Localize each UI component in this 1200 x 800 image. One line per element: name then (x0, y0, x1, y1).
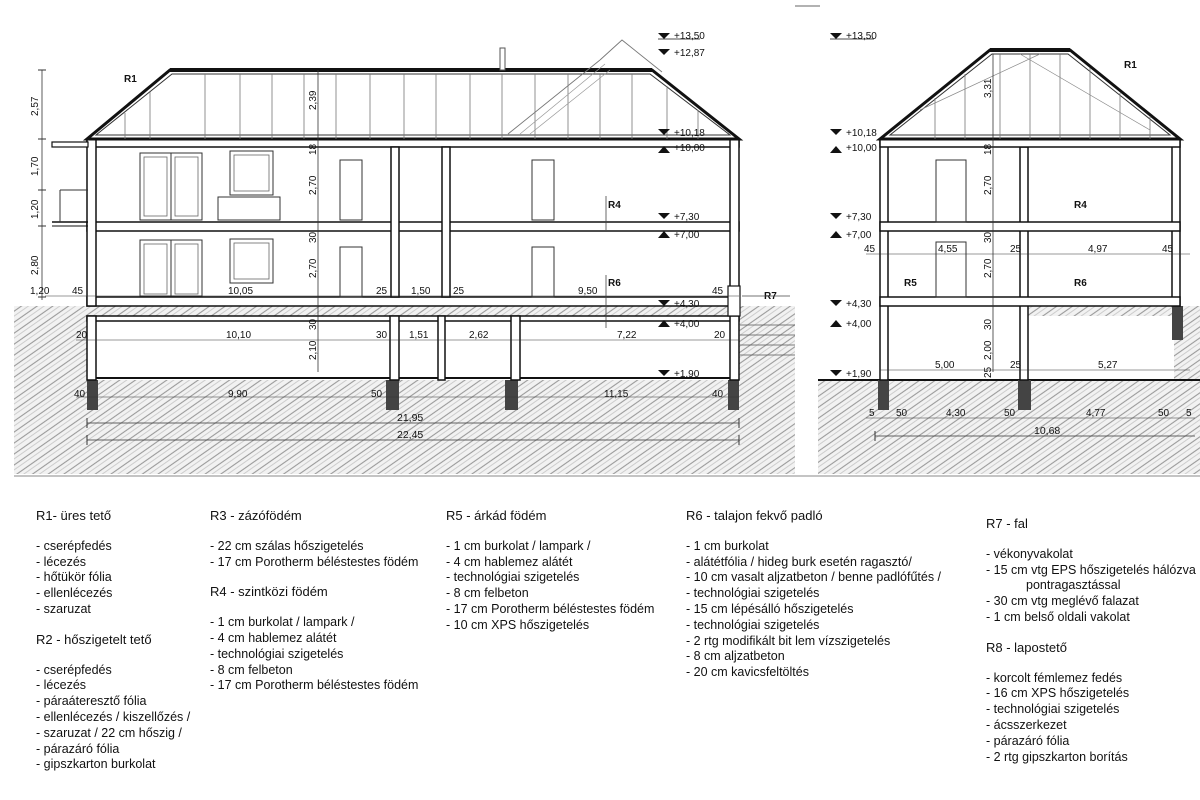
hdim: 50 (371, 389, 383, 400)
ground-hatch-b (818, 380, 1200, 474)
legend-item: - szaruzat (36, 601, 91, 616)
legend-column-1 (36, 508, 190, 773)
vdim: 1,70 (30, 156, 41, 176)
hdim: 20 (76, 330, 88, 341)
basement-wall (511, 316, 520, 380)
basement-slab (87, 316, 739, 321)
legend-item: - 2 rtg modifikált bit lem vízszigetelés (686, 633, 891, 648)
level-label: +12,87 (674, 48, 705, 59)
level-label: +13,50 (674, 31, 705, 42)
legend-item: - 4 cm hablemez alátét (446, 554, 573, 569)
hdim: 4,97 (1088, 244, 1108, 255)
roof-a (87, 40, 739, 139)
hdim: 45 (72, 286, 84, 297)
vdim: 30 (308, 231, 319, 243)
ext-wall-left (880, 139, 888, 380)
hdim: 50 (896, 408, 908, 419)
hdim: 10,05 (228, 286, 254, 297)
legend-item: - alátétfólia / hideg burk esetén ragasztó/ (686, 554, 912, 569)
hdim: 45 (864, 244, 876, 255)
legend-item: - technológiai szigetelés (686, 617, 820, 632)
vdim: 30 (308, 318, 319, 330)
door (532, 160, 554, 220)
hdim: 25 (376, 286, 388, 297)
hdim: 50 (1004, 408, 1016, 419)
legend-item: - technológiai szigetelés (446, 570, 580, 585)
legend-item: - páraáteresztő fólia (36, 694, 147, 709)
total-dim: 21,95 (397, 412, 424, 424)
level-label: +1,90 (846, 369, 872, 380)
section-b (818, 31, 1200, 474)
legend-item: - hőtükör fólia (36, 570, 112, 585)
hdim: 25 (1010, 244, 1022, 255)
level-label: +1,90 (674, 369, 700, 380)
footing (386, 380, 399, 410)
vdim: 3,31 (983, 78, 994, 98)
level-label: +10,18 (846, 128, 877, 139)
hdim: 2,62 (469, 330, 489, 341)
vdim: 1,20 (30, 286, 50, 297)
layer-tag-r7: R7 (764, 291, 777, 302)
level-label: +10,00 (846, 143, 877, 154)
hdim: 5 (869, 408, 875, 419)
legend-item: - 22 cm szálas hőszigetelés (210, 538, 364, 553)
vdim: 2,57 (30, 96, 41, 116)
level-label: +13,50 (846, 31, 877, 42)
hdim: 9,90 (228, 389, 248, 400)
legend-item: - szaruzat / 22 cm hőszig / (36, 725, 182, 740)
door (340, 160, 362, 220)
layer-tag-r1: R1 (1124, 60, 1137, 71)
hdim: 10,10 (226, 330, 252, 341)
legend-item: - technológiai szigetelés (210, 646, 344, 661)
hdim: 5 (1186, 408, 1192, 419)
legend-column-2 (210, 508, 418, 694)
legend-title-r8: R8 - lapostető (986, 639, 1067, 655)
vdim: 18 (308, 143, 319, 155)
layer-tag-r6: R6 (1074, 278, 1087, 289)
int-wall (391, 147, 399, 297)
vdim: 18 (983, 143, 994, 155)
footing (728, 380, 739, 410)
hdim: 40 (74, 389, 86, 400)
hdim: 45 (712, 286, 724, 297)
hdim: 45 (1162, 244, 1174, 255)
legend-item: - párazáró fólia (986, 733, 1070, 748)
chimney (500, 48, 505, 70)
door (936, 160, 966, 222)
legend-item: - lécezés (36, 554, 87, 569)
hdim: 20 (714, 330, 726, 341)
legend-item: - ácsszerkezet (986, 717, 1067, 732)
footing (87, 380, 98, 410)
legend-item: - cserépfedés (36, 662, 112, 677)
level-label: +4,30 (674, 299, 700, 310)
legend-item: - 17 cm Porotherm béléstestes födém (210, 554, 419, 569)
basement-wall (438, 316, 445, 380)
legend-title-r6: R6 - talajon fekvő padló (686, 508, 823, 523)
layer-tag-r1: R1 (124, 74, 137, 85)
hdim: 25 (453, 286, 465, 297)
slab-first (880, 222, 1180, 231)
int-wall (1020, 147, 1028, 380)
level-label: +7,30 (674, 212, 700, 223)
legend-item: - korcolt fémlemez fedés (986, 670, 1123, 685)
legend-item: - 8 cm felbeton (446, 586, 529, 601)
legend-title-r2: R2 - hőszigetelt tető (36, 631, 152, 647)
hdim: 5,27 (1098, 360, 1118, 371)
level-label: +10,00 (674, 143, 705, 154)
legend-item: - 4 cm hablemez alátét (210, 630, 337, 645)
legend-item: - ellenlécezés / kiszellőzés / (36, 709, 191, 724)
vdim: 2,70 (983, 175, 994, 195)
hdim: 25 (1010, 360, 1022, 371)
legend-item: - 10 cm vasalt aljzatbeton / benne padlófűtés / (686, 570, 942, 585)
ext-wall-left (87, 139, 96, 306)
layer-tag-r5: R5 (904, 278, 917, 289)
legend-item: - 1 cm burkolat / lampark / (210, 615, 355, 630)
vdim: 1,20 (30, 199, 41, 219)
footing (1172, 306, 1183, 340)
vdim: 2,39 (308, 90, 319, 110)
legend-item: - 15 cm lépésálló hőszigetelés (686, 601, 854, 616)
ext-wall-right (730, 139, 739, 306)
layer-tag-r4: R4 (608, 200, 621, 211)
legend-item: - technológiai szigetelés (986, 702, 1120, 717)
slab-ground (880, 297, 1180, 306)
vdim: 2,70 (308, 175, 319, 195)
legend-column-3 (446, 508, 654, 634)
legend-item: - 15 cm vtg EPS hőszigetelés hálózva (986, 562, 1196, 577)
window (230, 239, 273, 283)
hdim: 7,22 (617, 330, 637, 341)
vdim: 30 (983, 231, 994, 243)
vdim: 2,70 (308, 258, 319, 278)
footing (878, 380, 889, 410)
hdim: 5,00 (935, 360, 955, 371)
total-dim: 10,68 (1034, 425, 1061, 437)
footing (1018, 380, 1031, 410)
legend-title-r7: R7 - fal (986, 516, 1028, 531)
legend-item: - 8 cm felbeton (210, 662, 293, 677)
legend-item: - 10 cm XPS hőszigetelés (446, 617, 590, 632)
ext-insulation (728, 286, 740, 316)
legend-item: - 17 cm Porotherm béléstestes födém (446, 601, 655, 616)
legend-item: pontragasztással (1026, 578, 1121, 593)
legend-item: - 17 cm Porotherm béléstestes födém (210, 678, 419, 693)
legend-title-r1: R1- üres tető (36, 508, 112, 523)
legend-item: - párazáró fólia (36, 741, 120, 756)
level-label: +7,00 (674, 230, 700, 241)
legend-item: - 1 cm burkolat / lampark / (446, 538, 591, 553)
slab-first (87, 222, 739, 231)
hdim: 40 (712, 389, 724, 400)
legend-item: - lécezés (36, 678, 87, 693)
balcony-slab (52, 142, 88, 147)
int-wall (442, 147, 450, 297)
legend-column-5 (986, 516, 1200, 765)
hdim: 4,30 (946, 408, 966, 419)
vdim: 2,80 (30, 255, 41, 275)
legend-item: - cserépfedés (36, 538, 112, 553)
level-label: +4,30 (846, 299, 872, 310)
door (340, 247, 362, 297)
total-dim: 22,45 (397, 429, 424, 441)
legend-title-r3: R3 - zázófödém (210, 508, 302, 523)
hdim: 50 (1158, 408, 1170, 419)
legend-item: - vékonyvakolat (986, 546, 1073, 561)
footing (505, 380, 518, 410)
legend-item: - 16 cm XPS hőszigetelés (986, 686, 1130, 701)
legend-item: - 1 cm belső oldali vakolat (986, 609, 1130, 624)
vdim: 30 (983, 318, 994, 330)
hdim: 11,15 (604, 389, 629, 400)
vdim: 2,00 (983, 340, 994, 360)
layer-tag-r4: R4 (1074, 200, 1087, 211)
layer-tag-r6: R6 (608, 278, 621, 289)
level-label: +7,30 (846, 212, 872, 223)
kitchen-cabinet (218, 197, 280, 220)
legend-item: - ellenlécezés (36, 586, 113, 601)
level-label: +10,18 (674, 128, 705, 139)
door (532, 247, 554, 297)
vdim: 2,10 (308, 340, 319, 360)
vdim: 2,70 (983, 258, 994, 278)
legend-item: - 8 cm aljzatbeton (686, 649, 785, 664)
hdim: 9,50 (578, 286, 598, 297)
legend-item: - 30 cm vtg meglévő falazat (986, 594, 1139, 609)
level-markers-b (830, 31, 877, 380)
section-a (14, 31, 795, 474)
level-label: +4,00 (846, 319, 872, 330)
basement-wall (390, 316, 399, 380)
legend-item: - technológiai szigetelés (686, 586, 820, 601)
hdim: 4,77 (1086, 408, 1106, 419)
basement-wall (730, 316, 739, 380)
legend-title-r5: R5 - árkád födém (446, 508, 547, 523)
hdim: 4,55 (938, 244, 958, 255)
legend-column-4 (686, 508, 941, 681)
legend-title-r4: R4 - szintközi födém (210, 584, 328, 600)
window (230, 151, 273, 195)
hdim: 1,50 (411, 286, 431, 297)
hdim: 1,51 (409, 330, 429, 341)
level-label: +7,00 (846, 230, 872, 241)
hdim: 30 (376, 330, 388, 341)
legend-item: - 20 cm kavicsfeltöltés (686, 665, 809, 680)
slab-ground (87, 297, 739, 306)
vdim: 25 (983, 366, 994, 378)
level-label: +4,00 (674, 319, 700, 330)
basement-void-a (87, 316, 737, 380)
legend-item: - gipszkarton burkolat (36, 757, 156, 772)
legend-item: - 2 rtg gipszkarton borítás (986, 749, 1128, 764)
legend-item: - 1 cm burkolat (686, 538, 769, 553)
basement-wall (87, 316, 96, 380)
